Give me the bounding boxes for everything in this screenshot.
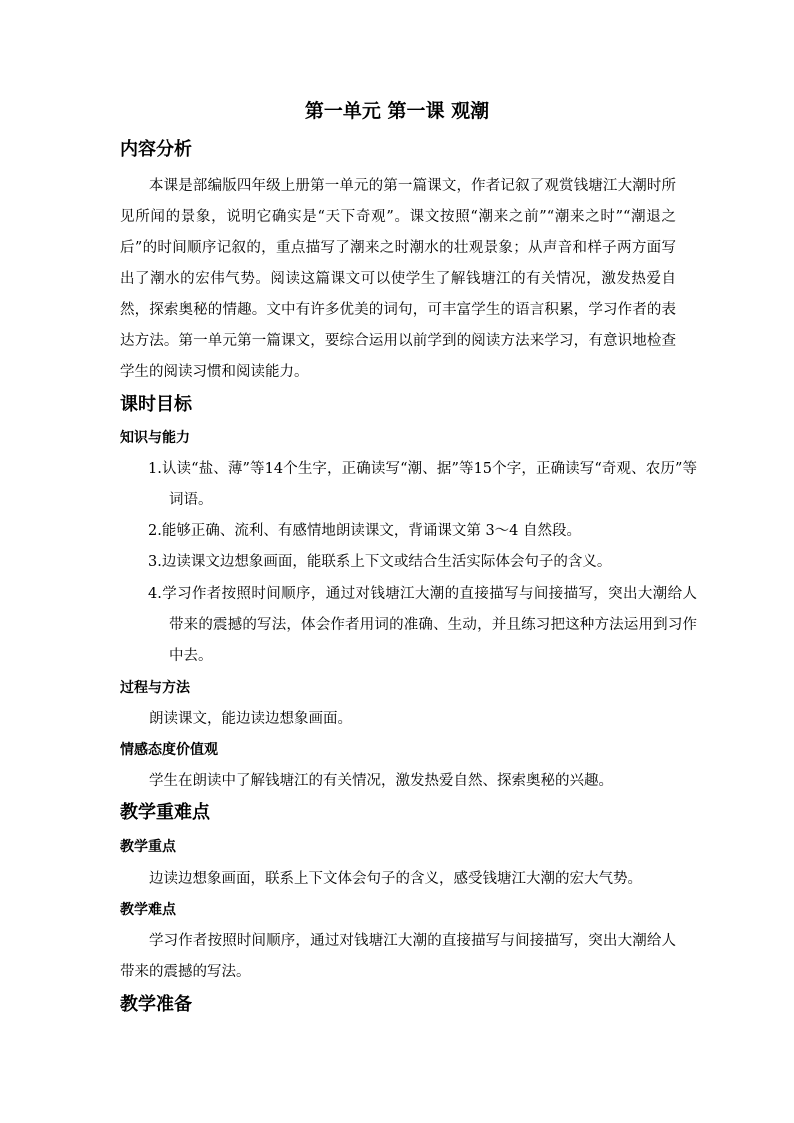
objective-item-text: 能够正确、流利、有感情地朗读课文，背诵课文第 3～4 自然段。 — [161, 523, 582, 539]
objective-item-2 — [148, 516, 697, 547]
subheading-key-point: 教学重点 — [120, 839, 176, 855]
objective-item-number: 2. — [148, 523, 162, 539]
subheading-knowledge-ability: 知识与能力 — [120, 430, 190, 446]
content-analysis-paragraph: 本课是部编版四年级上册第一单元的第一篇课文，作者记叙了观赏钱塘江大潮时所见所闻的景象，说明它确实是“天下奇观”。课文按照“潮来之前”“潮来之时”“潮退之后”的时间顺序记叙的，重点描写了潮来之时潮水的壮观景象；从声音和样子两方面写出了潮水的宏伟气势。阅读这篇课文可以使学生了解钱塘江的有关情况，激发热爱自然，探索奥秘的情趣。文中有许多优美的词句，可丰富学生的语言积累，学习作者的表达方法。第一单元第一篇课文，要综合运用以前学到的阅读方法来学习，有意识地检查学生的阅读习惯和阅读能力。 — [120, 178, 676, 380]
heading-key-difficult: 教学重难点 — [120, 802, 210, 823]
document-title: 第一单元 第一课 观潮 — [304, 100, 490, 122]
heading-preparation: 教学准备 — [120, 994, 192, 1015]
objective-item-text: 学习作者按照时间顺序，通过对钱塘江大潮的直接描写与间接描写，突出大潮给人带来的震撼的写法，体会作者用词的准确、生动，并且练习把这种方法运用到习作中去。 — [161, 586, 697, 664]
process-method-text: 朗读课文，能边读边想象画面。 — [149, 711, 352, 727]
objective-item-number: 1. — [148, 461, 162, 477]
subheading-process-method: 过程与方法 — [120, 680, 190, 696]
objective-item-3 — [148, 547, 697, 578]
heading-objectives: 课时目标 — [120, 394, 192, 415]
objective-item-text: 认读“盐、薄”等14个生字，正确读写“潮、据”等15个字，正确读写“奇观、农历”等词语。 — [161, 461, 697, 508]
objective-item-4 — [148, 579, 697, 672]
subheading-difficult-point: 教学难点 — [120, 902, 176, 918]
objective-item-1 — [148, 454, 697, 516]
objective-item-text: 边读课文边想象画面，能联系上下文或结合生活实际体会句子的含义。 — [161, 554, 612, 570]
subheading-emotion-values: 情感态度价值观 — [120, 742, 218, 758]
objective-item-number: 4. — [148, 586, 162, 602]
emotion-values-text: 学生在朗读中了解钱塘江的有关情况，激发热爱自然、探索奥秘的兴趣。 — [149, 773, 613, 789]
heading-content-analysis: 内容分析 — [120, 139, 192, 160]
difficult-point-text: 学习作者按照时间顺序，通过对钱塘江大潮的直接描写与间接描写，突出大潮给人带来的震撼的写法。 — [120, 933, 676, 980]
objective-item-number: 3. — [148, 554, 162, 570]
key-point-text: 边读边想象画面，联系上下文体会句子的含义，感受钱塘江大潮的宏大气势。 — [149, 871, 642, 887]
